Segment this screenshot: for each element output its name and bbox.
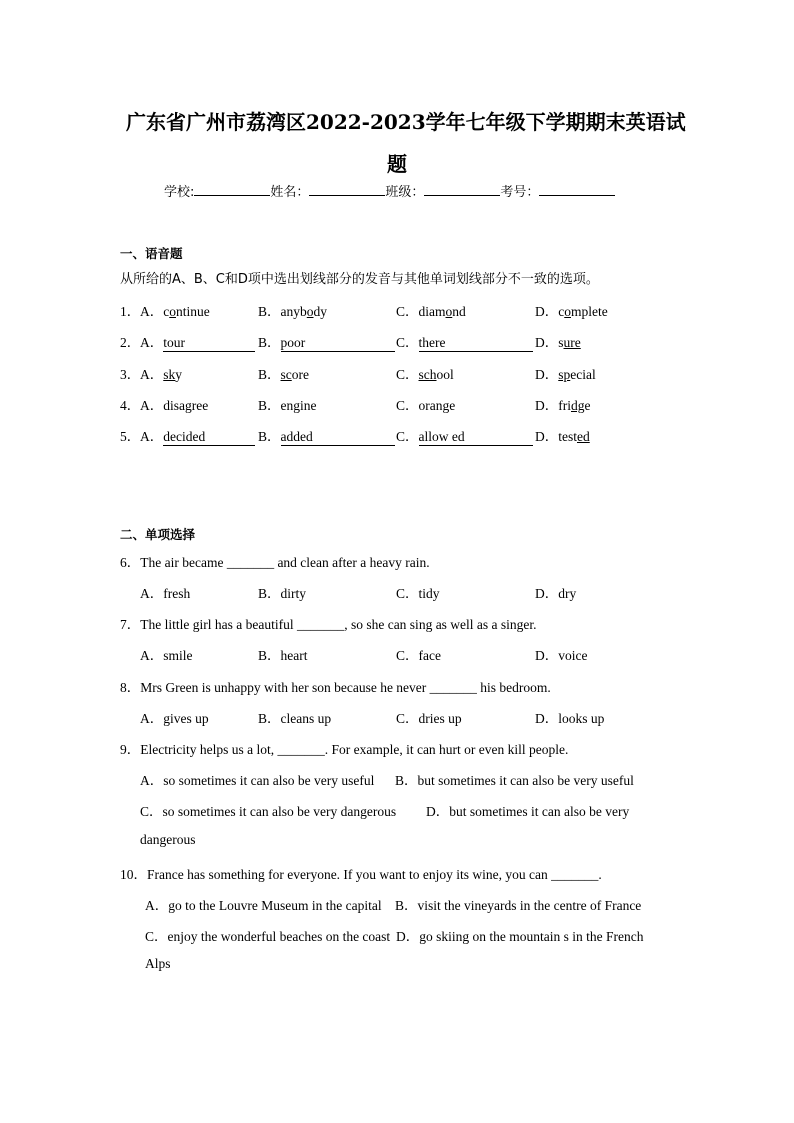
school-label: 学校: bbox=[164, 185, 195, 200]
question-10-options-row3 bbox=[120, 956, 680, 974]
option-b: B．score bbox=[258, 367, 310, 382]
school-blank[interactable] bbox=[194, 183, 270, 196]
question-9-stem: 9．Electricity helps us a lot, _______. For example, it can hurt or even kill people. bbox=[120, 742, 569, 757]
option-c: C．diamond bbox=[396, 304, 466, 319]
number-blank[interactable] bbox=[539, 183, 615, 196]
student-info-line bbox=[164, 181, 615, 200]
option-a: A．decided bbox=[140, 425, 255, 446]
option-c: C．there bbox=[396, 331, 533, 352]
option-b: B．cleans up bbox=[258, 711, 332, 726]
question-10-options-row1 bbox=[120, 894, 680, 912]
page-title-continued: 题 bbox=[387, 152, 407, 176]
option-d: D．looks up bbox=[535, 711, 605, 726]
question-8-options bbox=[120, 707, 680, 725]
option-d: D．go skiing on the mountain s in the French bbox=[396, 929, 644, 944]
option-d: D．dry bbox=[535, 586, 577, 601]
option-b: B．dirty bbox=[258, 586, 307, 601]
option-a: A．disagree bbox=[140, 398, 209, 413]
option-c: C．dries up bbox=[396, 711, 462, 726]
name-label: 姓名： bbox=[270, 185, 310, 200]
option-c: C．so sometimes it can also be very dangerous bbox=[140, 804, 397, 819]
question-6-stem: 6．The air became _______ and clean after a heavy rain. bbox=[120, 555, 430, 570]
option-d: D．fridge bbox=[535, 398, 591, 413]
question-number: 1． bbox=[120, 304, 141, 319]
question-row bbox=[120, 394, 680, 412]
option-d-continued: dangerous bbox=[140, 832, 196, 847]
question-10-options-row2 bbox=[120, 925, 680, 943]
question-7-stem: 7．The little girl has a beautiful _______, so she can sing as well as a singer. bbox=[120, 617, 537, 632]
question-10-stem: 10．France has something for everyone. If you want to enjoy its wine, you can _______. bbox=[120, 867, 602, 882]
name-blank[interactable] bbox=[309, 183, 385, 196]
option-a: A．continue bbox=[140, 304, 210, 319]
question-number: 2． bbox=[120, 335, 141, 350]
option-b: B．engine bbox=[258, 398, 317, 413]
option-d: D．sure bbox=[535, 335, 581, 350]
class-blank[interactable] bbox=[424, 183, 500, 196]
option-a: A．so sometimes it can also be very useful bbox=[140, 773, 375, 788]
option-b: B．poor bbox=[258, 331, 395, 352]
question-number: 4． bbox=[120, 398, 141, 413]
option-a: A．fresh bbox=[140, 586, 191, 601]
number-label: 考号： bbox=[500, 185, 540, 200]
question-number: 5． bbox=[120, 429, 141, 444]
option-a: A．sky bbox=[140, 367, 183, 382]
option-d: D．tested bbox=[535, 429, 590, 444]
question-row bbox=[120, 331, 680, 349]
section-heading-single-choice: 二、单项选择 bbox=[120, 527, 196, 542]
question-number: 3． bbox=[120, 367, 141, 382]
question-row bbox=[120, 363, 680, 381]
option-c: C．face bbox=[396, 648, 441, 663]
page-title: 广东省广州市荔湾区2022-2023学年七年级下学期期末英语试 bbox=[126, 110, 686, 134]
question-9-options-row1 bbox=[120, 769, 680, 787]
option-b: B．visit the vineyards in the centre of France bbox=[395, 898, 642, 913]
class-label: 班级： bbox=[385, 185, 425, 200]
option-c: C．school bbox=[396, 367, 454, 382]
option-a: A．smile bbox=[140, 648, 193, 663]
option-b: B．heart bbox=[258, 648, 308, 663]
question-9-options-row3 bbox=[120, 832, 680, 850]
section-instruction: 从所给的A、B、C和D项中选出划线部分的发音与其他单词划线部分不一致的选项。 bbox=[120, 272, 599, 287]
question-9-options-row2 bbox=[120, 800, 680, 818]
option-a: A．go to the Louvre Museum in the capital bbox=[145, 898, 382, 913]
option-d: D．but sometimes it can also be very bbox=[426, 804, 630, 819]
option-c: C．orange bbox=[396, 398, 456, 413]
option-a: A．gives up bbox=[140, 711, 209, 726]
question-row bbox=[120, 300, 680, 318]
question-row bbox=[120, 425, 680, 443]
option-b: B．anybody bbox=[258, 304, 328, 319]
section-heading-phonetics: 一、语音题 bbox=[120, 246, 183, 261]
option-d: D．voice bbox=[535, 648, 588, 663]
option-d: D．special bbox=[535, 367, 596, 382]
option-a: A．tour bbox=[140, 331, 255, 352]
option-c: C．enjoy the wonderful beaches on the coast bbox=[145, 929, 391, 944]
option-d: D．complete bbox=[535, 304, 608, 319]
question-7-options bbox=[120, 644, 680, 662]
option-c: C．allow ed bbox=[396, 425, 533, 446]
question-8-stem: 8．Mrs Green is unhappy with her son because he never _______ his bedroom. bbox=[120, 680, 551, 695]
option-d-continued: Alps bbox=[145, 956, 171, 971]
option-b: B．added bbox=[258, 425, 395, 446]
question-6-options bbox=[120, 582, 680, 600]
option-c: C．tidy bbox=[396, 586, 440, 601]
option-b: B．but sometimes it can also be very useful bbox=[395, 773, 634, 788]
